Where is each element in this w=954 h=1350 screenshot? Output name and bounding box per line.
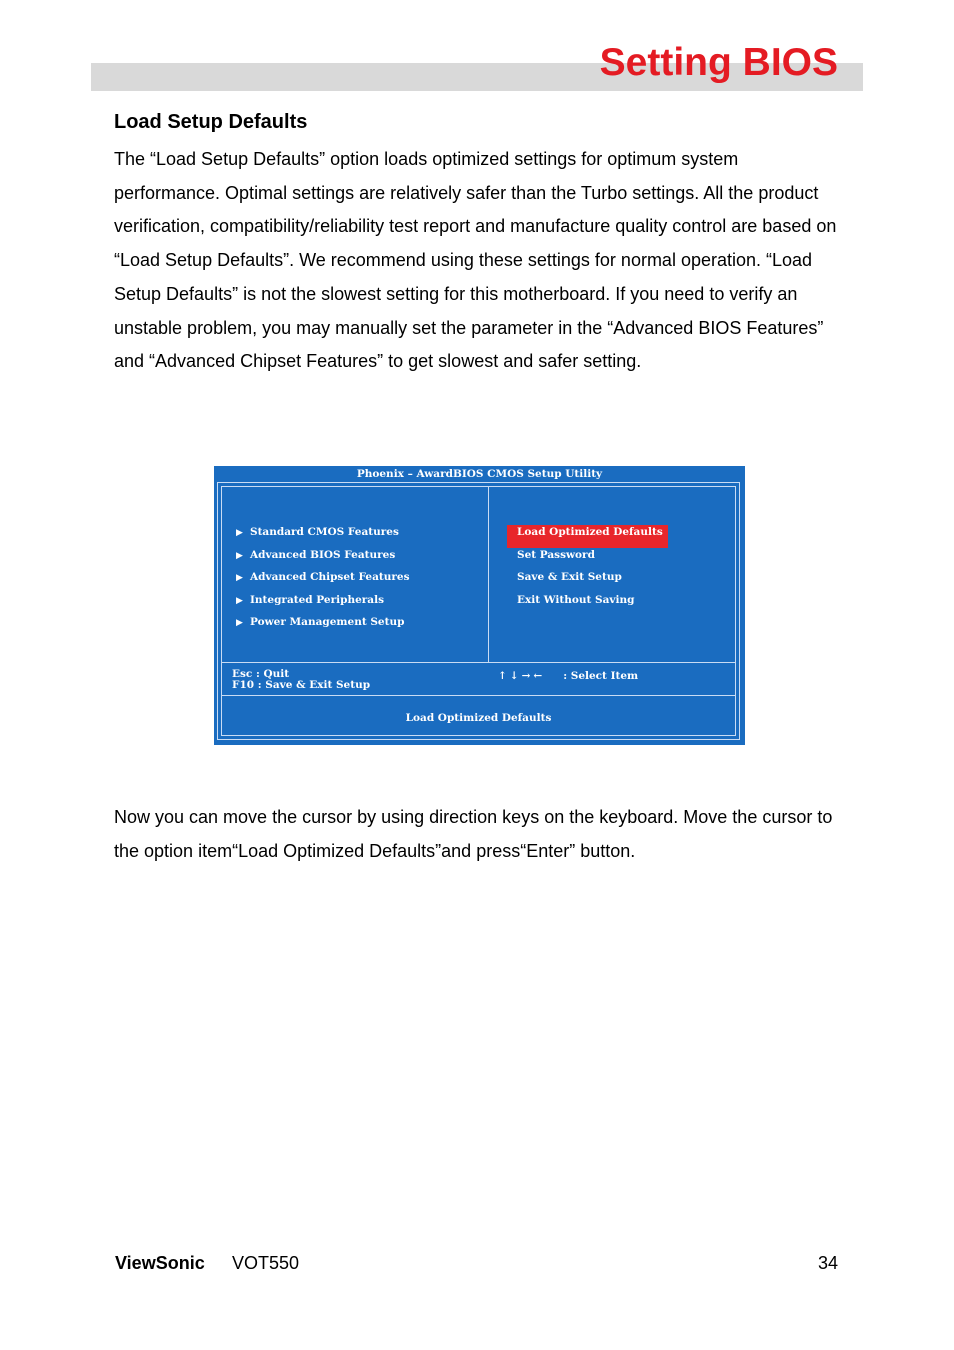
menu-item-standard-cmos[interactable]: ▶ Standard CMOS Features (236, 526, 399, 538)
menu-item-load-optimized-defaults[interactable]: Load Optimized Defaults (507, 525, 668, 548)
bios-title: Phoenix – AwardBIOS CMOS Setup Utility (356, 468, 603, 480)
bios-right-menu (507, 525, 668, 615)
page-title: Setting BIOS (599, 41, 838, 84)
bios-frame (217, 482, 740, 740)
column-divider (488, 487, 489, 662)
triangle-right-icon: ▶ (236, 528, 243, 538)
menu-item-power-management[interactable]: ▶ Power Management Setup (236, 616, 405, 628)
triangle-right-icon: ▶ (236, 595, 243, 606)
triangle-right-icon: ▶ (236, 573, 243, 583)
hint-f10: F10 : Save & Exit Setup (232, 679, 371, 691)
triangle-right-icon: ▶ (236, 618, 243, 628)
bios-inner-frame (221, 486, 736, 736)
key-hints-right (498, 669, 638, 683)
instruction-paragraph: Now you can move the cursor by using direction keys on the keyboard. Move the cursor to the option item“Load Optimized Defaults”and press“Enter” button. (114, 807, 833, 861)
page-number: 34 (817, 1253, 838, 1273)
menu-item-set-password[interactable]: Set Password (517, 548, 595, 561)
key-hints-left (232, 669, 370, 691)
bios-status-line: Load Optimized Defaults (405, 712, 552, 724)
bios-left-menu (236, 525, 410, 638)
menu-item-save-exit[interactable]: Save & Exit Setup (517, 571, 622, 583)
hint-divider (222, 662, 735, 663)
menu-item-advanced-chipset[interactable]: ▶ Advanced Chipset Features (236, 571, 410, 583)
triangle-right-icon: ▶ (236, 550, 243, 561)
section-heading: Load Setup Defaults (114, 111, 308, 133)
status-divider (222, 695, 735, 696)
hint-select: : Select Item (563, 670, 639, 682)
footer-model: VOT550 (232, 1253, 300, 1273)
menu-item-exit-without-saving[interactable]: Exit Without Saving (517, 593, 635, 606)
intro-paragraph: The “Load Setup Defaults” option loads optimized settings for optimum system performance. Optimal settings are relatively safer than the Turbo settings. All the product verification, compatibility/reliability test report and manufacture quality control are based on “Load Setup Defaults”. We recommend using these settings for normal operation. “Load Setup Defaults” is not the slowest setting for this motherboard. If you need to verify an unstable problem, you may manually set the parameter in the “Advanced BIOS Features” and “Advanced Chipset Features” to get slowest and safer setting. (114, 149, 837, 372)
arrow-keys-icon: ↑↓→← (498, 670, 546, 682)
menu-item-advanced-bios[interactable]: ▶ Advanced BIOS Features (236, 548, 396, 561)
menu-item-integrated-peripherals[interactable]: ▶ Integrated Peripherals (236, 593, 384, 606)
hint-esc: Esc : Quit (232, 668, 290, 680)
bios-screenshot (214, 466, 745, 745)
footer-brand: ViewSonic (115, 1253, 205, 1273)
